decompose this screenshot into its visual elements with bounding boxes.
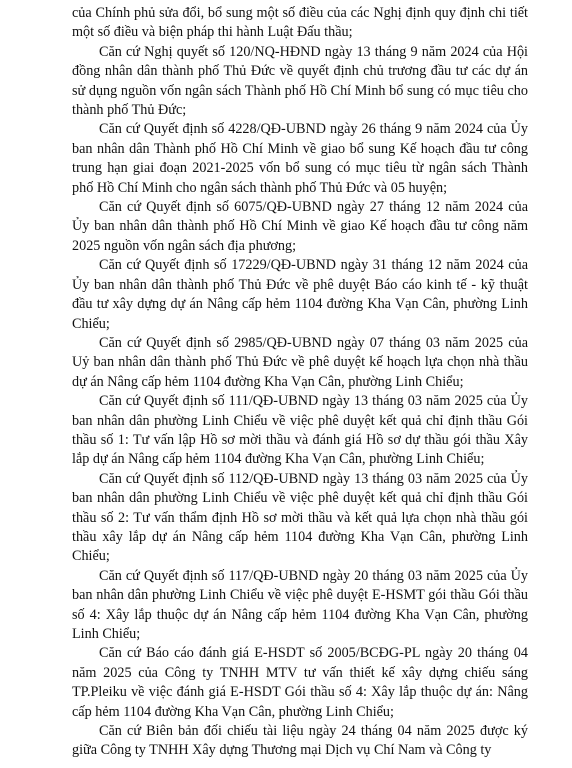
paragraph-decision-6075: Căn cứ Quyết định số 6075/QĐ-UBND ngày 27 tháng 12 năm 2024 của Ủy ban nhân dân thành phố Hồ Chí Minh về giao Kế hoạch đầu tư công năm 2025 nguồn vốn ngân sách địa phương; — [72, 199, 528, 254]
paragraph-decision-4228: Căn cứ Quyết định số 4228/QĐ-UBND ngày 26 tháng 9 năm 2024 của Ủy ban nhân dân Thành phố Hồ Chí Minh về giao bổ sung Kế hoạch đầu tư công trung hạn giai đoạn 2021-2025 vốn bổ sung có mục tiêu từ ngân sách Thành phố Hồ Chí Minh cho ngân sách thành phố Thủ Đức và 05 huyện; — [72, 121, 528, 196]
paragraph-decision-117: Căn cứ Quyết định số 117/QĐ-UBND ngày 20 tháng 03 năm 2025 của Ủy ban nhân dân phường Linh Chiểu về việc phê duyệt E-HSMT gói thầu Gói thầu số 4: Xây lắp thuộc dự án Nâng cấp hẻm 1104 đường Kha Vạn Cân, phường Linh Chiểu; — [72, 567, 528, 642]
paragraph-reconciliation-minutes: Căn cứ Biên bản đối chiếu tài liệu ngày 24 tháng 04 năm 2025 được ký giữa Công ty TNHH Xây dựng Thương mại Dịch vụ Chí Nam và Công ty — [72, 723, 528, 759]
paragraph-decision-111: Căn cứ Quyết định số 111/QĐ-UBND ngày 13 tháng 03 năm 2025 của Ủy ban nhân dân phường Linh Chiểu về việc phê duyệt kết quả chỉ định thầu Gói thầu số 1: Tư vấn lập Hồ sơ mời thầu và đánh giá Hồ sơ dự thầu gói thầu Xây lắp dự án Nâng cấp hẻm 1104 đường Kha Vạn Cân, phường Linh Chiểu; — [72, 393, 528, 468]
paragraph-legal-basis-decree: của Chính phủ sửa đổi, bổ sung một số điều của các Nghị định quy định chi tiết một số điều và biện pháp thi hành Luật Đấu thầu; — [72, 5, 528, 41]
paragraph-decision-112: Căn cứ Quyết định số 112/QĐ-UBND ngày 13 tháng 03 năm 2025 của Ủy ban nhân dân phường Linh Chiểu về việc phê duyệt kết quả chỉ định thầu Gói thầu số 2: Tư vấn thẩm định Hồ sơ mời thầu và kết quả lựa chọn nhà thầu gói thầu xây lắp dự án Nâng cấp hẻm 1104 đường Kha Vạn Cân, phường Linh Chiểu; — [72, 470, 528, 565]
paragraph-evaluation-report-2005: Căn cứ Báo cáo đánh giá E-HSDT số 2005/BCĐG-PL ngày 20 tháng 04 năm 2025 của Công ty TNHH MTV tư vấn thiết kế xây dựng chiếu sáng TP.Pleiku về việc đánh giá E-HSDT Gói thầu số 4: Xây lắp thuộc dự án: Nâng cấp hẻm 1104 đường Kha Vạn Cân, phường Linh Chiểu; — [72, 645, 528, 720]
paragraph-decision-17229: Căn cứ Quyết định số 17229/QĐ-UBND ngày 31 tháng 12 năm 2024 của Ủy ban nhân dân thành phố Thủ Đức về phê duyệt Báo cáo kinh tế - kỹ thuật đầu tư xây dựng dự án Nâng cấp hẻm 1104 đường Kha Vạn Cân, phường Linh Chiểu; — [72, 257, 528, 332]
paragraph-decision-2985: Căn cứ Quyết định số 2985/QĐ-UBND ngày 07 tháng 03 năm 2025 của Uỷ ban nhân dân thành phố Thủ Đức về phê duyệt kế hoạch lựa chọn nhà thầu dự án Nâng cấp hẻm 1104 đường Kha Vạn Cân, phường Linh Chiểu; — [72, 334, 528, 390]
paragraph-resolution-120: Căn cứ Nghị quyết số 120/NQ-HĐND ngày 13 tháng 9 năm 2024 của Hội đồng nhân dân thành phố Thủ Đức về quyết định chủ trương đầu tư các dự án sử dụng nguồn vốn ngân sách Thành phố Hồ Chí Minh bổ sung có mục tiêu cho thành phố Thủ Đức; — [72, 43, 528, 119]
